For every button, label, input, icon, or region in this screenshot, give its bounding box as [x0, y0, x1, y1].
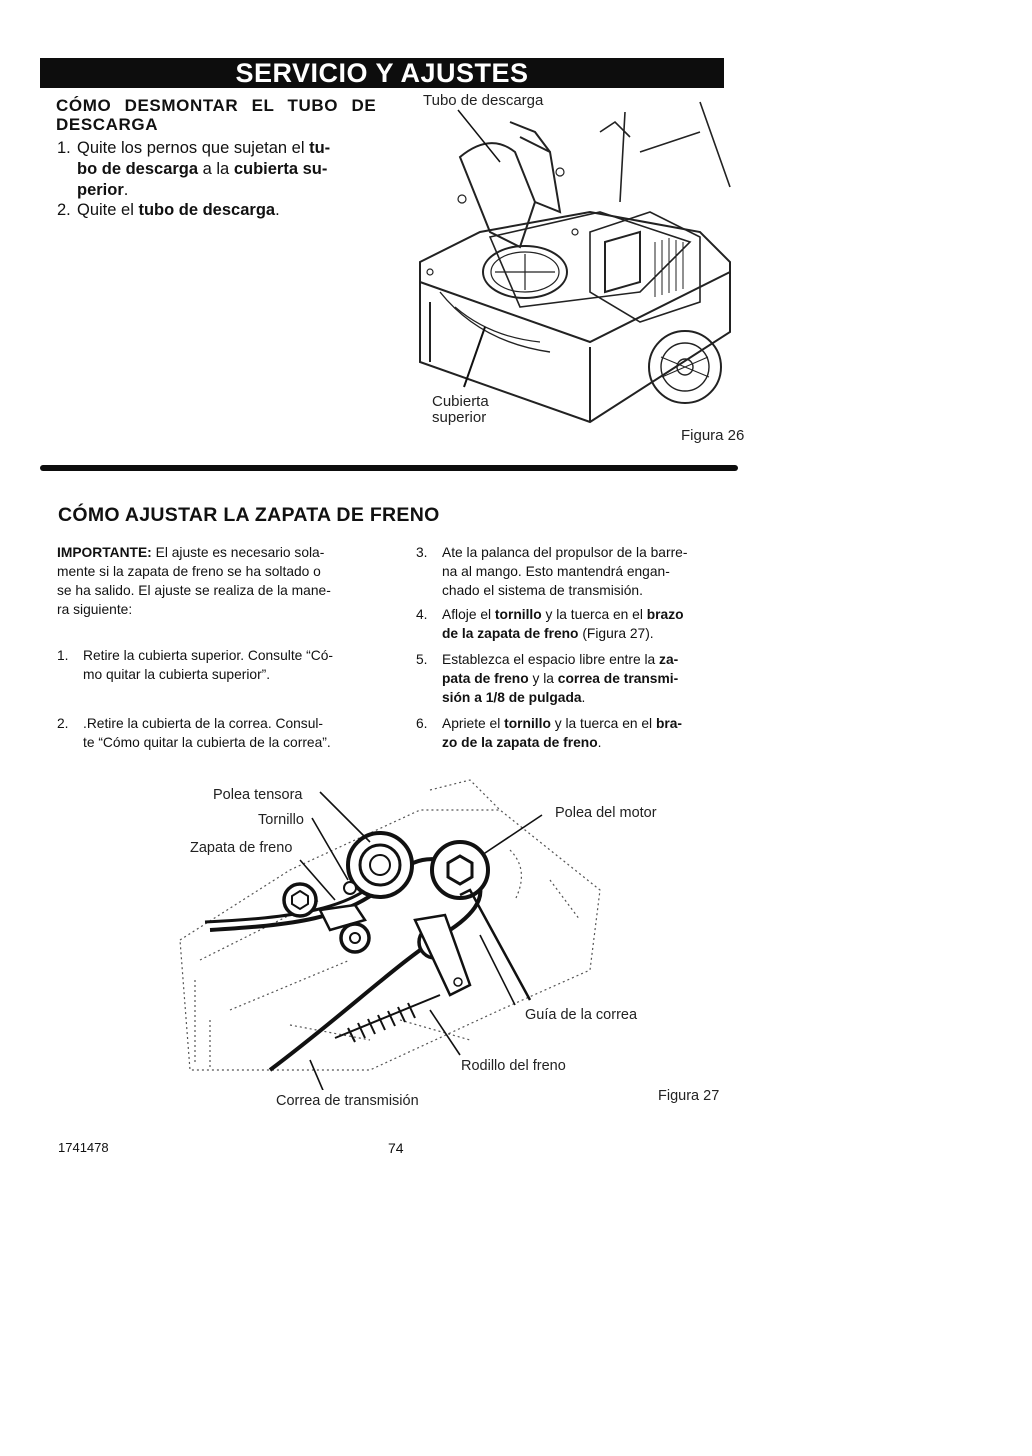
figure27-label-shoe: Zapata de freno	[190, 840, 293, 856]
step-number: 1.	[57, 139, 71, 157]
section1-step-2	[57, 200, 387, 221]
step-text: .	[275, 201, 280, 219]
step-bold: tu-	[309, 139, 331, 157]
figure26-caption: Figura 26	[681, 427, 745, 444]
item-number: 5.	[416, 652, 428, 667]
item-number: 3.	[416, 545, 428, 560]
item-text: Afloje el	[442, 607, 495, 622]
item-bold: tornillo	[504, 716, 551, 731]
item-text: .Retire la cubierta de la correa. Consul-	[83, 716, 324, 731]
figure27-caption: Figura 27	[658, 1088, 720, 1104]
figure27-label-roller: Rodillo del freno	[461, 1058, 566, 1074]
item-number: 6.	[416, 716, 428, 731]
step-item-6	[416, 714, 736, 752]
step-item-3	[416, 543, 736, 600]
figure26-label-tube: Tubo de descarga	[423, 92, 544, 109]
item-text: Establezca el espacio libre entre la	[442, 652, 660, 667]
important-text: se ha salido. El ajuste se realiza de la mane-	[57, 583, 331, 598]
item-text: te “Cómo quitar la cubierta de la correa”.	[83, 735, 331, 750]
step-number: 2.	[57, 201, 71, 219]
step-text: a la	[198, 160, 234, 178]
step-item-5	[416, 650, 736, 707]
item-text: Ate la palanca del propulsor de la barre-	[442, 545, 688, 560]
figure26-label-cover-1: Cubierta	[432, 393, 489, 410]
item-bold: za-	[659, 652, 679, 667]
item-number: 4.	[416, 607, 428, 622]
item-bold: zo de la zapata de freno	[442, 735, 598, 750]
item-text: y la	[528, 671, 558, 686]
item-text: .	[597, 735, 602, 750]
item-bold: bra-	[655, 716, 683, 731]
section1-title	[56, 96, 386, 134]
item-text: y la tuerca en el	[550, 716, 656, 731]
item-text: .	[581, 690, 586, 705]
section-divider	[40, 465, 738, 471]
section2-title: CÓMO AJUSTAR LA ZAPATA DE FRENO	[58, 504, 440, 526]
important-text: ra siguiente:	[57, 602, 133, 617]
figure27-label-guide: Guía de la correa	[525, 1007, 638, 1023]
item-text: chado el sistema de transmisión.	[442, 583, 643, 598]
item-bold: de la zapata de freno	[442, 626, 579, 641]
figure27-label-screw: Tornillo	[258, 812, 304, 828]
step-text: Quite el	[77, 201, 139, 219]
step-text: Quite los pernos que sujetan el	[77, 139, 310, 157]
item-text: (Figura 27).	[578, 626, 654, 641]
footer-doc-number: 1741478	[58, 1140, 109, 1155]
item-bold: correa de transmi-	[557, 671, 679, 686]
item-bold: tornillo	[494, 607, 542, 622]
item-text: Retire la cubierta superior. Consulte “Có-	[83, 648, 333, 663]
item-number: 2.	[57, 716, 69, 731]
item-bold: pata de freno	[442, 671, 529, 686]
item-text: Apriete el	[442, 716, 505, 731]
step-item-2	[57, 714, 402, 752]
important-label: IMPORTANTE:	[57, 545, 152, 560]
step-item-4	[416, 605, 736, 643]
figure26-label-cover-2: superior	[432, 409, 487, 426]
item-text: na al mango. Esto mantendrá engan-	[442, 564, 670, 579]
figure27-label-idler: Polea tensora	[213, 787, 303, 803]
important-text: mente si la zapata de freno se ha soltado o	[57, 564, 321, 579]
section1-title-line2: DESCARGA	[56, 115, 159, 134]
step-item-1	[57, 646, 402, 684]
figure27-label-motor: Polea del motor	[555, 805, 657, 821]
step-bold: bo de descarga	[77, 160, 199, 178]
section-banner: SERVICIO Y AJUSTES	[40, 58, 724, 88]
item-bold: sión a 1/8 de pulgada	[442, 690, 582, 705]
figure27-label-belt: Correa de transmisión	[276, 1093, 419, 1109]
item-text: y la tuerca en el	[541, 607, 647, 622]
item-bold: brazo	[646, 607, 684, 622]
important-text: El ajuste es necesario sola-	[151, 545, 325, 560]
section1-step-1	[57, 138, 387, 201]
section1-title-line1: CÓMO DESMONTAR EL TUBO DE	[56, 96, 377, 115]
step-bold: perior	[77, 181, 124, 199]
step-bold: cubierta su-	[233, 160, 328, 178]
item-text: mo quitar la cubierta superior”.	[83, 667, 271, 682]
important-note	[57, 543, 397, 619]
step-text: .	[123, 181, 129, 199]
step-bold: tubo de descarga	[138, 201, 276, 219]
footer-page-number: 74	[388, 1140, 404, 1156]
item-number: 1.	[57, 648, 69, 663]
